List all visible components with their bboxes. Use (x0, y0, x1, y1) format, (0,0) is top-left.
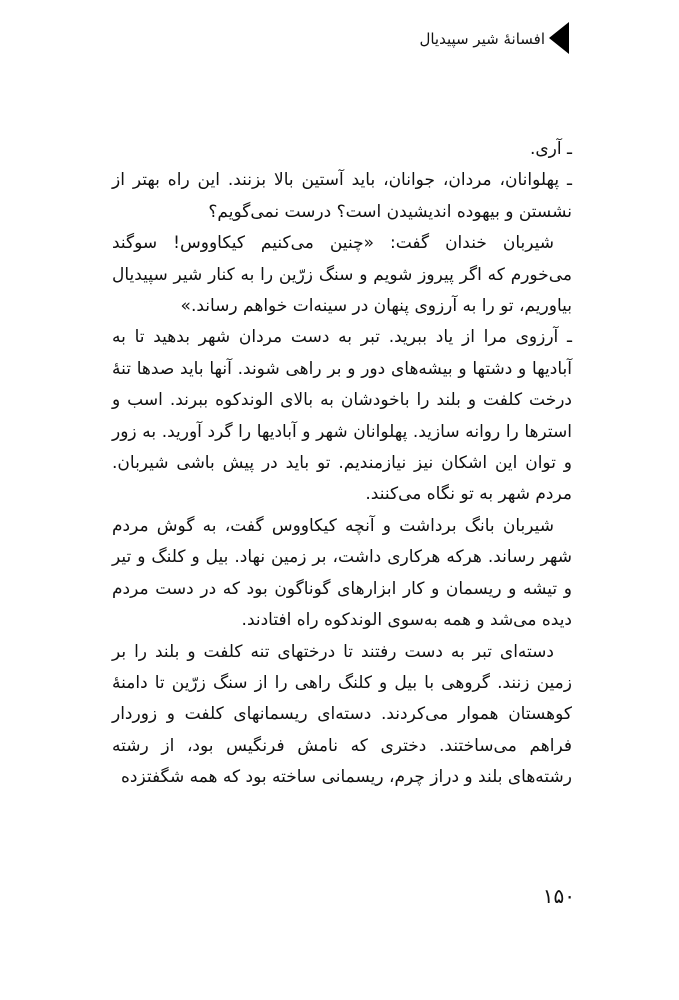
triangle-marker-icon (549, 22, 569, 54)
paragraph: دسته‌ای تبر به دست رفتند تا درختهای تنه کلفت و بلند را بر زمین زنند. گروهی با بیل و کلنگ راهی را از سنگ زرّین تا دامنهٔ کوهستان هموار می‌کردند. دسته‌ای ریسمانهای کلفت و زوردار فراهم می‌ساختند. دختری که نامش فرنگیس بود، از رشته رشته‌های بلند و دراز چرم، ریسمانی ساخته بود که همه شگفتزده (112, 641, 572, 788)
paragraph: ـ آرزوی مرا از یاد ببرید. تبر به دست مردان شهر بدهید تا به آبادیها و دشتها و بیشه‌های دور و بر راهی شوند. آنها باید صدها تنهٔ درخت کلفت و بلند را باخودشان به بالای الوندکوه ببرند. اسب و استرها را روانه سازید. پهلوانان شهر و آبادیها را گرد آورید. به زور و توان این اشکان نیز نیازمندیم. تو باید در پیش باشی شیربان. مردم شهر به تو نگاه می‌کنند. (112, 327, 572, 505)
page-number: ۱۵۰ (542, 884, 575, 908)
paragraph: شیربان خندان گفت: «چنین می‌کنیم کیکاووس! سوگند می‌خورم که اگر پیروز شویم و سنگ زرّین را به کنار شیر سپیدیال بیاوریم، تو را به آرزوی پنهان در سینه‌ات خواهم رساند.» (112, 233, 572, 317)
paragraph: شیربان بانگ برداشت و آنچه کیکاووس گفت، به گوش مردم شهر رساند. هرکه هرکاری داشت، بر زمین نهاد. بیل و کلنگ و تیر و تیشه و ریسمان و کار ابزارهای گوناگون بود که در دست مردم دیده می‌شد و همه به‌سوی الوندکوه راه افتادند. (112, 515, 572, 631)
page-body (112, 134, 572, 794)
book-title: افسانهٔ شیر سپیدیال (419, 30, 545, 48)
paragraph: ـ آری. (529, 139, 572, 159)
paragraph: ـ پهلوانان، مردان، جوانان، باید آستین بالا بزنند. این راه بهتر از نشستن و بیهوده اندیشیدن است؟ درست نمی‌گویم؟ (112, 170, 572, 222)
running-header (0, 22, 679, 72)
